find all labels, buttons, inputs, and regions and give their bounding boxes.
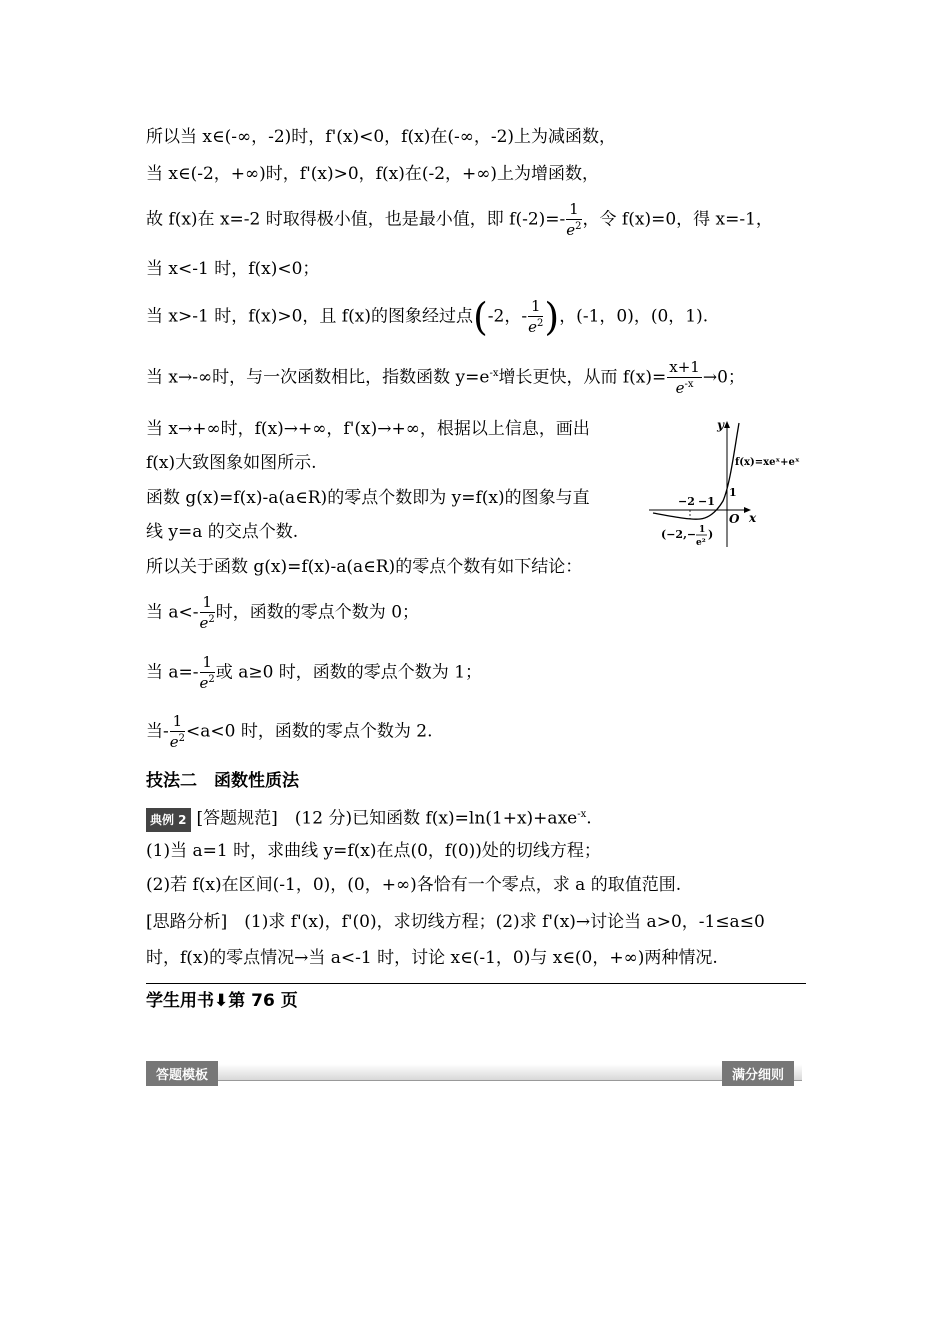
text-line-14 (146, 714, 432, 750)
analysis-line-1: [思路分析] (1)求 f'(x)，f'(0)，求切线方程；(2)求 f'(x)→讨论当 a>0，-1≤a≤0 (146, 912, 765, 932)
frac-den (566, 220, 581, 238)
frac-den-sup: 2 (178, 733, 186, 744)
text-line-14b: <a<0 时，函数的零点个数为 2. (186, 721, 433, 742)
text-line-12b: 时，函数的零点个数为 0； (215, 602, 420, 623)
text-line-6 (146, 360, 745, 396)
text-line-6b: 增长更快，从而 f(x)= (498, 367, 667, 388)
example-line (146, 804, 592, 832)
frac-den (200, 613, 215, 631)
page-reference: 学生用书⬇第 76 页 (146, 991, 298, 1011)
frac-den-sup: -x (684, 379, 694, 390)
y-axis-label: y (717, 418, 724, 432)
banner-full-score-rules: 满分细则 (722, 1061, 794, 1086)
text-line-7: 当 x→+∞时，f(x)→+∞，f'(x)→+∞，根据以上信息，画出 (146, 419, 590, 439)
question-2: (2)若 f(x)在区间(-1，0)，(0，+∞)各恰有一个零点，求 a 的取值范围. (146, 875, 682, 895)
frac-num: 1 (200, 655, 215, 673)
function-graph (645, 415, 815, 550)
text-line-13 (146, 655, 482, 691)
frac-den-base: e (169, 733, 179, 751)
point-num: 1 (699, 525, 706, 535)
x-axis-label: x (749, 511, 757, 525)
function-curve (653, 423, 739, 519)
text-line-9: 函数 g(x)=f(x)-a(a∈R)的零点个数即为 y=f(x)的图象与直 (146, 488, 590, 508)
fraction-1-over-e2-e (170, 714, 185, 750)
frac-num: x+1 (669, 358, 700, 376)
text-line-13b: 或 a≥0 时，函数的零点个数为 1； (215, 662, 483, 683)
frac-den-base: e (199, 674, 209, 692)
frac-den-base: e (199, 614, 209, 632)
point-den: e² (696, 538, 706, 548)
frac-den-sup: 2 (575, 221, 582, 232)
text-line-1: 所以当 x∈(-∞，-2)时，f'(x)<0，f(x)在(-∞，-2)上为减函数， (146, 127, 617, 147)
question-1: (1)当 a=1 时，求曲线 y=f(x)在点(0，f(0))处的切线方程； (146, 841, 601, 861)
text-line-4: 当 x<-1 时，f(x)<0； (146, 259, 320, 279)
text-line-14a: 当- (146, 721, 169, 742)
frac-num: 1 (200, 595, 215, 613)
text-line-5b: -2，- (487, 306, 528, 327)
example-tag: 典例 2 (146, 808, 191, 832)
text-line-13a: 当 a=- (146, 662, 199, 683)
text-line-8: f(x)大致图象如图所示. (146, 453, 317, 473)
fraction-1-over-e2-c (200, 595, 215, 631)
fraction-x1-over-emx (667, 360, 702, 396)
analysis-line-2: 时，f(x)的零点情况→当 a<-1 时，讨论 x∈(-1，0)与 x∈(0，+∞)两种情况. (146, 948, 718, 968)
right-paren: ) (544, 295, 560, 339)
origin-label: O (729, 512, 740, 526)
text-line-3 (146, 202, 773, 238)
example-sup: -x (577, 809, 587, 820)
fraction-1-over-e2-b (528, 299, 543, 335)
frac-den-base: e (528, 318, 537, 336)
example-end: . (586, 808, 592, 829)
text-line-6c: →0； (702, 367, 745, 388)
frac-num: 1 (170, 714, 185, 732)
point-label: (−2,− (661, 528, 697, 541)
frac-den (200, 673, 215, 691)
tick-1: 1 (729, 486, 737, 499)
frac-den-sup: 2 (536, 318, 544, 329)
text-line-2: 当 x∈(-2，+∞)时，f'(x)>0，f(x)在(-2，+∞)上为增函数， (146, 164, 600, 184)
frac-den-sup: 2 (208, 614, 215, 625)
text-line-3a: 故 f(x)在 x=-2 时取得极小值，也是最小值，即 f(-2)=- (146, 209, 566, 230)
text-line-6a: 当 x→-∞时，与一次函数相比，指数函数 y=e (146, 367, 490, 388)
frac-den-sup: 2 (208, 674, 215, 685)
text-line-5a: 当 x>-1 时，f(x)>0，且 f(x)的图象经过点 (146, 306, 473, 327)
fraction-1-over-e2-d (200, 655, 215, 691)
frac-den (667, 378, 702, 396)
divider-rule (146, 983, 806, 984)
text-line-6sup: -x (489, 367, 499, 379)
text-line-5 (146, 295, 709, 339)
text-line-11: 所以关于函数 g(x)=f(x)-a(a∈R)的零点个数有如下结论： (146, 557, 583, 577)
frac-num: 1 (566, 202, 581, 220)
frac-num: 1 (528, 299, 543, 317)
frac-den (170, 732, 185, 750)
function-label: f(x)=xeˣ+eˣ (735, 457, 800, 468)
fraction-1-over-e2 (566, 202, 581, 238)
text-line-12 (146, 595, 419, 631)
example-text: [答题规范] (12 分)已知函数 f(x)=ln(1+x)+axe (196, 808, 578, 829)
tick-minus-2: −2 (678, 495, 695, 508)
text-line-12a: 当 a<- (146, 602, 199, 623)
left-paren: ( (472, 295, 488, 339)
tick-minus-1: −1 (698, 495, 715, 508)
text-line-3b: ，令 f(x)=0，得 x=-1， (582, 209, 773, 230)
frac-den (528, 317, 543, 335)
frac-den-base: e (675, 379, 685, 397)
y-axis-arrow (724, 421, 730, 428)
frac-den-base: e (566, 221, 576, 239)
text-line-10: 线 y=a 的交点个数. (146, 522, 299, 542)
banner-answer-template: 答题模板 (146, 1061, 218, 1086)
template-banner-bar (146, 1064, 802, 1081)
section-heading: 技法二 函数性质法 (146, 771, 299, 791)
text-line-5c: ，(-1，0)，(0，1). (559, 306, 709, 327)
point-close: ) (708, 528, 714, 541)
